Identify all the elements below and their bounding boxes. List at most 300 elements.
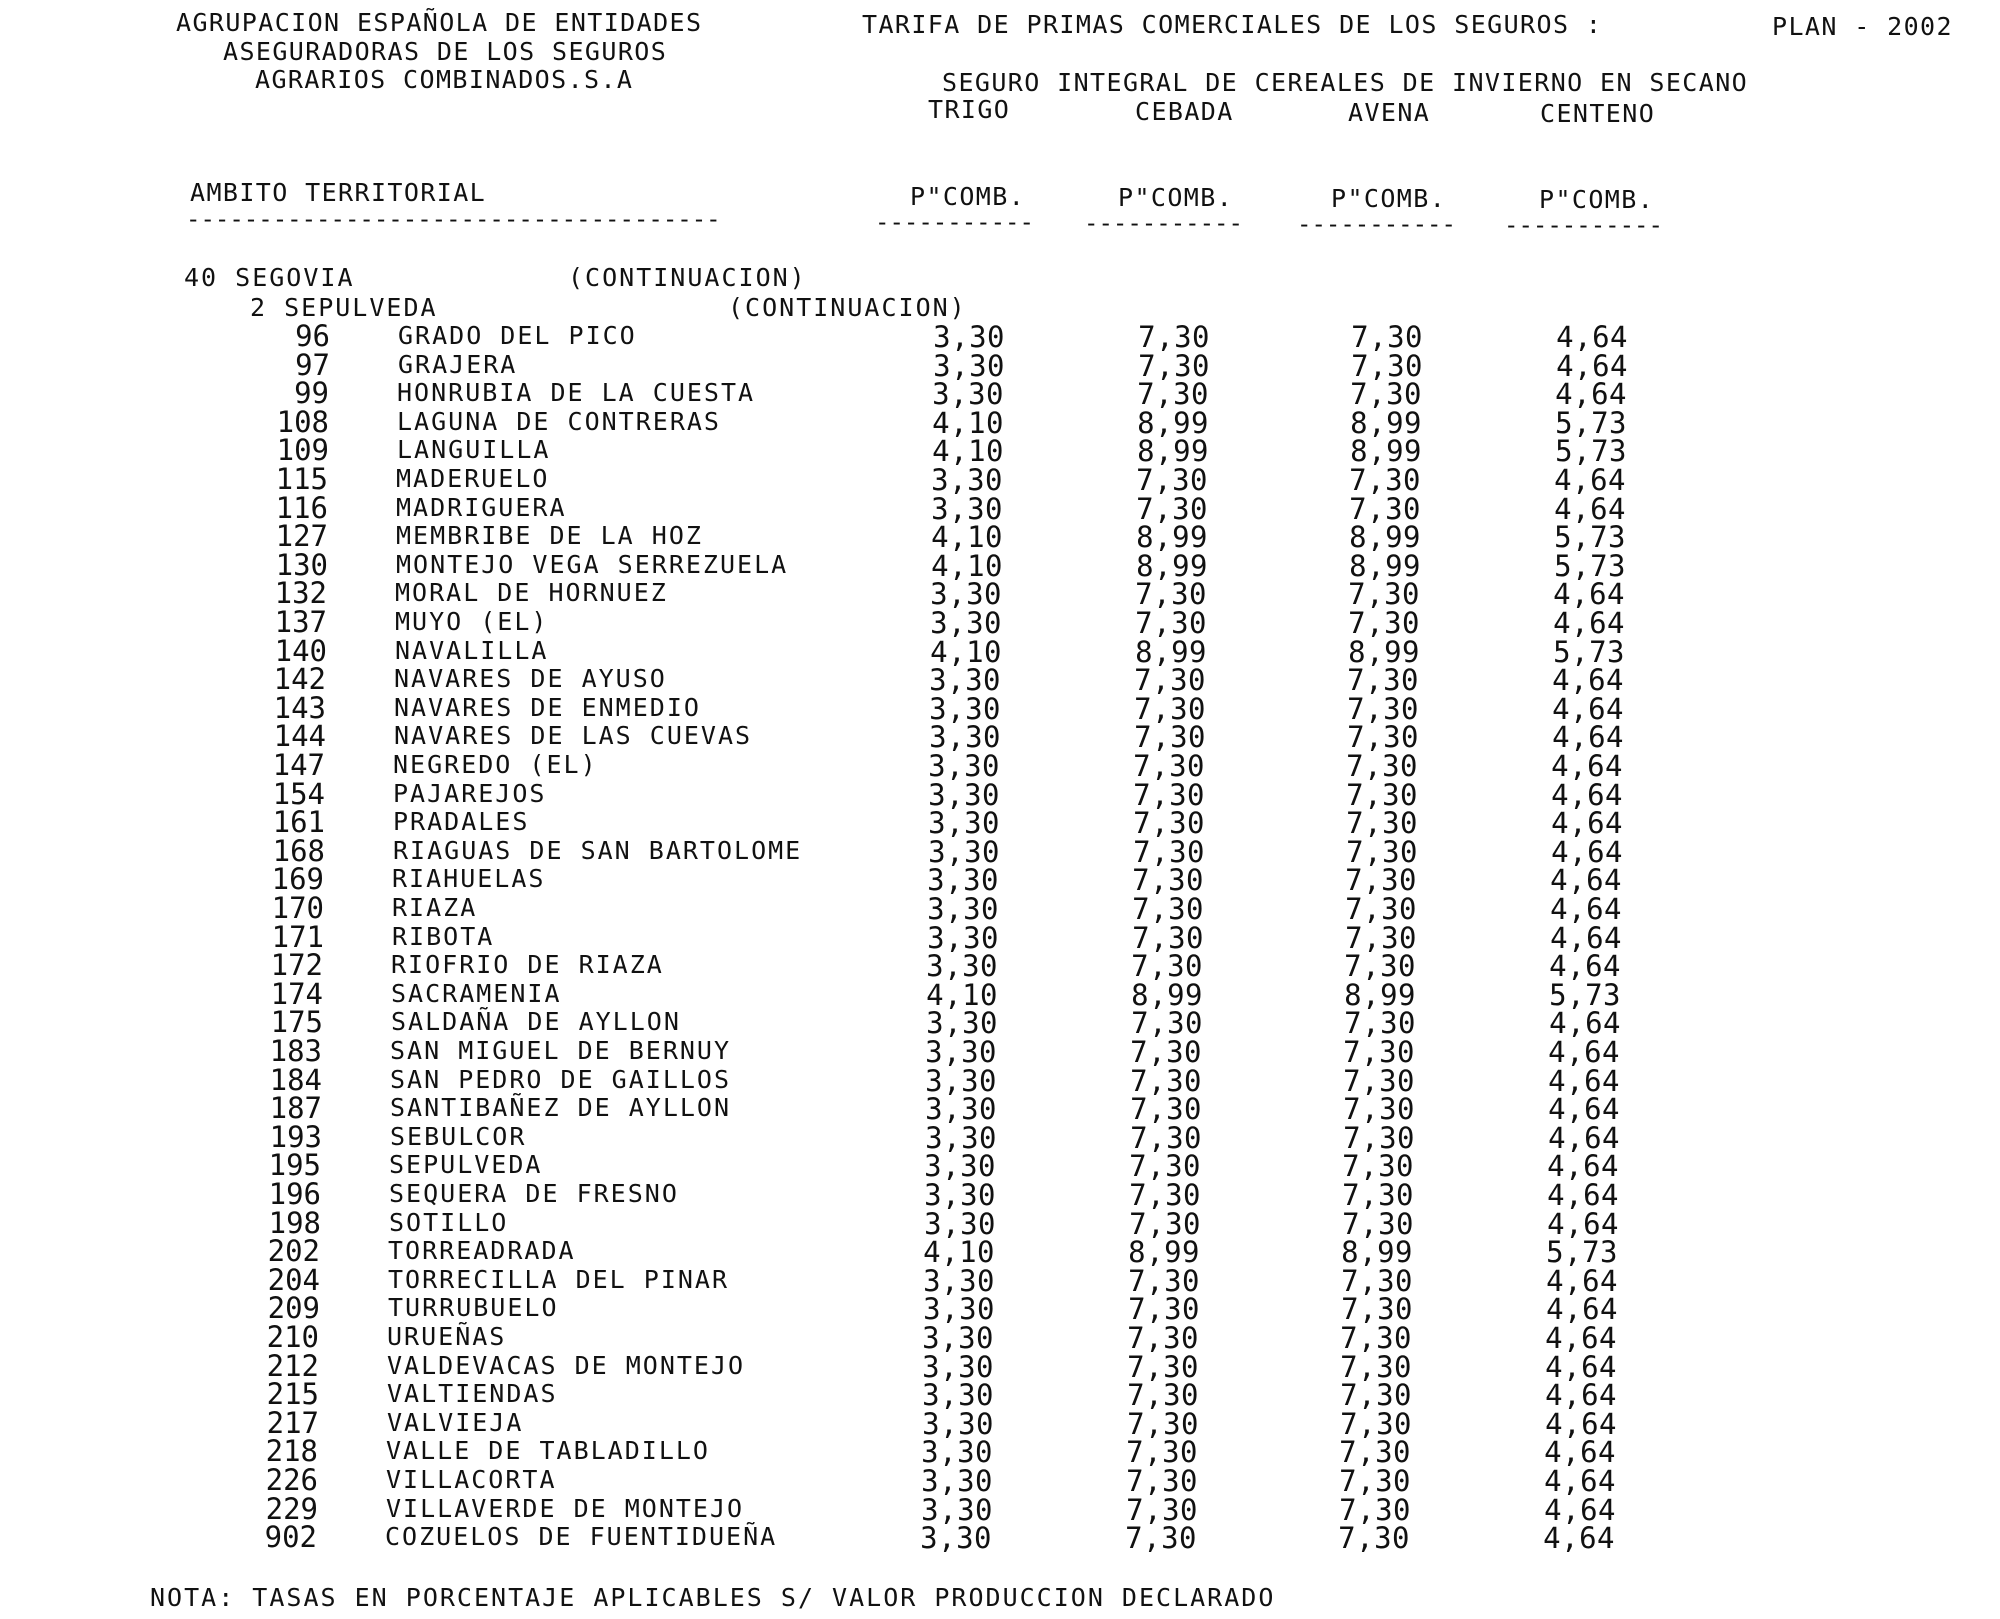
municipality-code: 137 [274,605,327,639]
rate-avena: 7,30 [1340,1321,1412,1355]
rate-centeno: 5,73 [1549,977,1621,1012]
table-row [0,748,2000,783]
pcomb-header-cebada: P"COMB. [1118,183,1234,212]
insurance-subtitle: SEGURO INTEGRAL DE CEREALES DE INVIERNO EN SECANO [942,68,1749,97]
ambito-territorial-header: AMBITO TERRITORIAL [190,178,487,207]
municipality-code: 196 [268,1177,321,1211]
rate-cebada: 7,30 [1127,1321,1199,1355]
rate-avena: 8,99 [1348,634,1420,669]
rate-avena: 7,30 [1348,606,1420,640]
municipality-name: VALLE DE TABLADILLO [386,1436,710,1466]
table-row [0,633,2000,669]
municipality-name: GRADO DEL PICO [398,321,637,350]
comarca-heading: 2 SEPULVEDA [250,293,438,322]
rate-trigo: 3,30 [930,606,1002,640]
municipality-name: MADRIGUERA [396,492,567,522]
municipality-name: TORRECILLA DEL PINAR [388,1264,730,1294]
rate-cebada: 7,30 [1133,749,1205,783]
rate-cebada: 8,99 [1135,634,1207,669]
org-name-line-2: ASEGURADORAS DE LOS SEGUROS [223,37,668,66]
table-row [0,891,2000,926]
municipality-name: GRAJERA [398,349,518,379]
table-row [0,690,2000,726]
rate-centeno: 4,64 [1544,1464,1616,1498]
rate-avena: 8,99 [1350,434,1422,469]
rate-cebada: 7,30 [1126,1464,1198,1498]
rate-cebada: 7,30 [1131,949,1203,984]
rate-avena: 7,30 [1348,577,1420,612]
municipality-name: NEGREDO (EL) [393,750,598,779]
rate-cebada: 7,30 [1125,1521,1197,1556]
municipality-code: 174 [270,976,323,1011]
rate-trigo: 4,10 [923,1235,995,1270]
table-row [0,547,2000,583]
rate-centeno: 4,64 [1552,691,1624,726]
rate-avena: 7,30 [1343,1035,1415,1069]
rate-avena: 7,30 [1340,1349,1412,1384]
municipality-name: PRADALES [393,807,530,837]
rate-trigo: 3,30 [922,1321,994,1355]
rate-centeno: 4,64 [1551,777,1623,812]
rate-centeno: 4,64 [1547,1178,1619,1212]
rate-trigo: 3,30 [928,834,1000,869]
rate-avena: 7,30 [1346,834,1418,869]
rate-centeno: 4,64 [1554,463,1626,497]
municipality-code: 209 [267,1291,320,1326]
rate-avena: 7,30 [1340,1378,1412,1413]
crop-cebada: CEBADA [1135,97,1234,126]
rate-trigo: 3,30 [925,1035,997,1069]
municipality-code: 143 [273,690,326,725]
rate-avena: 7,30 [1338,1521,1410,1556]
municipality-name: TURRUBUELO [388,1293,559,1323]
municipality-code: 144 [273,719,326,754]
rate-cebada: 7,30 [1133,834,1205,869]
municipality-name: SEQUERA DE FRESNO [389,1179,679,1208]
municipality-name: SANTIBAÑEZ DE AYLLON [390,1093,732,1123]
rate-trigo: 4,10 [931,548,1003,583]
table-row [0,1520,2000,1556]
rate-centeno: 5,73 [1546,1235,1618,1270]
municipality-code: 154 [272,776,325,811]
pcomb-rule-trigo: ----------- [875,208,1034,236]
rate-centeno: 4,64 [1547,1149,1619,1184]
rate-avena: 7,30 [1343,1120,1415,1155]
rate-centeno: 4,64 [1548,1120,1620,1155]
table-row [0,919,2000,955]
rate-avena: 7,30 [1344,949,1416,984]
rate-cebada: 7,30 [1127,1406,1199,1441]
rate-avena: 7,30 [1339,1464,1411,1498]
crop-avena: AVENA [1348,98,1431,127]
rate-centeno: 4,64 [1549,1006,1621,1041]
rate-trigo: 3,30 [924,1149,996,1184]
pcomb-rule-avena: ----------- [1297,210,1456,238]
rate-avena: 7,30 [1345,892,1417,926]
rate-trigo: 3,30 [930,577,1002,612]
rate-cebada: 7,30 [1130,1035,1202,1069]
municipality-name: PAJAREJOS [393,778,547,808]
table-row [0,519,2000,555]
municipality-code: 99 [294,376,329,411]
table-row [0,1320,2000,1355]
pcomb-rule-centeno: ----------- [1504,211,1663,239]
rate-centeno: 4,64 [1556,320,1628,354]
rate-avena: 8,99 [1349,520,1421,555]
municipality-name: MEMBRIBE DE LA HOZ [396,521,703,551]
rate-trigo: 3,30 [925,1092,997,1127]
rate-trigo: 3,30 [927,920,999,955]
municipality-name: NAVALILLA [395,635,549,665]
rate-avena: 7,30 [1339,1492,1411,1527]
municipality-code: 229 [265,1491,318,1526]
municipality-code: 170 [271,891,324,925]
municipality-name: COZUELOS DE FUENTIDUEÑA [385,1522,778,1552]
municipality-code: 204 [267,1262,320,1297]
rate-avena: 8,99 [1341,1235,1413,1270]
rate-cebada: 7,30 [1136,463,1208,497]
table-row [0,1262,2000,1298]
municipality-code: 130 [275,547,328,582]
rate-trigo: 4,10 [932,405,1004,440]
municipality-code: 175 [270,1005,323,1040]
rate-avena: 7,30 [1344,1006,1416,1041]
municipality-code: 210 [266,1320,319,1354]
municipality-code: 902 [264,1520,317,1555]
table-row [0,662,2000,698]
municipality-code: 198 [268,1205,321,1240]
municipality-name: VALDEVACAS DE MONTEJO [387,1350,746,1380]
municipality-code: 147 [272,748,325,782]
municipality-code: 195 [268,1148,321,1183]
municipality-name: RIOFRIO DE RIAZA [391,950,664,980]
rate-cebada: 7,30 [1137,377,1209,412]
rate-avena: 7,30 [1342,1149,1414,1184]
rate-cebada: 7,30 [1138,320,1210,354]
table-row [0,404,2000,440]
rate-centeno: 4,64 [1553,606,1625,640]
municipality-code: 215 [266,1377,319,1412]
rate-centeno: 4,64 [1546,1263,1618,1298]
rate-centeno: 4,64 [1553,577,1625,612]
rate-trigo: 3,30 [931,491,1003,526]
municipality-name: VALTIENDAS [387,1379,558,1409]
table-row [0,576,2000,612]
rate-cebada: 7,30 [1129,1206,1201,1241]
rate-centeno: 4,64 [1550,863,1622,898]
rate-trigo: 3,30 [925,1063,997,1098]
rate-avena: 7,30 [1341,1292,1413,1327]
crop-trigo: TRIGO [928,95,1011,124]
rate-trigo: 3,30 [921,1464,993,1498]
municipality-code: 226 [265,1463,318,1497]
municipality-name: SEBULCOR [390,1121,527,1151]
rate-trigo: 3,30 [931,463,1003,497]
crop-centeno: CENTENO [1540,99,1656,128]
municipality-code: 97 [295,347,330,382]
municipality-code: 168 [272,833,325,868]
municipality-name: SALDAÑA DE AYLLON [391,1007,681,1037]
rate-trigo: 3,30 [926,1006,998,1041]
rate-cebada: 7,30 [1133,777,1205,812]
rate-centeno: 5,73 [1554,548,1626,583]
municipality-code: 184 [269,1062,322,1097]
rate-centeno: 4,64 [1546,1292,1618,1327]
rate-avena: 8,99 [1349,548,1421,583]
rate-avena: 7,30 [1343,1063,1415,1098]
rate-cebada: 7,30 [1128,1263,1200,1298]
rate-cebada: 7,30 [1129,1149,1201,1184]
rate-avena: 7,30 [1342,1178,1414,1212]
municipality-code: 169 [271,862,324,897]
municipality-code: 109 [276,433,329,468]
pcomb-header-centeno: P"COMB. [1539,185,1655,214]
rate-avena: 7,30 [1345,920,1417,955]
rate-avena: 7,30 [1346,806,1418,841]
municipality-name: RIBOTA [392,921,495,951]
rate-trigo: 3,30 [926,949,998,984]
municipality-name: SACRAMENIA [391,978,562,1008]
rate-trigo: 3,30 [923,1292,995,1327]
table-row [0,948,2000,984]
rate-centeno: 4,64 [1551,749,1623,783]
municipality-name: MUYO (EL) [395,607,549,636]
municipality-name: NAVARES DE LAS CUEVAS [394,721,753,751]
province-continuation: (CONTINUACION) [568,263,807,292]
rate-avena: 7,30 [1351,348,1423,383]
municipality-name: VALVIEJA [387,1407,524,1437]
rate-cebada: 8,99 [1136,548,1208,583]
document-title: TARIFA DE PRIMAS COMERCIALES DE LOS SEGUROS : [862,10,1603,39]
table-row [0,1434,2000,1470]
rate-centeno: 4,64 [1544,1492,1616,1527]
rate-centeno: 4,64 [1555,377,1627,412]
rate-trigo: 3,30 [921,1492,993,1527]
rate-trigo: 3,30 [929,663,1001,698]
table-row [0,862,2000,898]
rate-trigo: 3,30 [921,1435,993,1470]
rate-cebada: 7,30 [1134,663,1206,698]
municipality-name: MADERUELO [396,464,550,493]
rate-centeno: 4,64 [1554,491,1626,526]
municipality-code: 96 [295,319,330,353]
municipality-code: 172 [270,948,323,983]
rate-trigo: 3,30 [928,777,1000,812]
municipality-name: SAN MIGUEL DE BERNUY [390,1036,732,1065]
municipality-code: 161 [272,805,325,840]
rate-trigo: 3,30 [925,1120,997,1155]
rate-centeno: 4,64 [1547,1206,1619,1241]
rate-centeno: 4,64 [1543,1521,1615,1556]
rate-avena: 7,30 [1347,720,1419,755]
municipality-code: 187 [269,1091,322,1126]
org-name-line-1: AGRUPACION ESPAÑOLA DE ENTIDADES [176,8,703,37]
table-row [0,1405,2000,1441]
rate-cebada: 7,30 [1138,348,1210,383]
rate-trigo: 3,30 [924,1206,996,1241]
municipality-name: URUEÑAS [387,1322,507,1351]
rate-cebada: 7,30 [1135,606,1207,640]
table-row [0,1177,2000,1212]
table-row [0,776,2000,812]
table-row [0,1348,2000,1384]
municipality-name: RIAZA [392,893,478,922]
municipality-name: NAVARES DE ENMEDIO [394,692,701,722]
table-row [0,1062,2000,1098]
rate-centeno: 4,64 [1556,348,1628,383]
rate-avena: 7,30 [1340,1406,1412,1441]
municipality-code: 132 [274,576,327,611]
rate-cebada: 8,99 [1136,520,1208,555]
rate-trigo: 3,30 [928,806,1000,841]
rate-centeno: 5,73 [1555,405,1627,440]
table-row [0,1377,2000,1413]
pcomb-rule-cebada: ----------- [1084,209,1243,237]
municipality-name: VILLAVERDE DE MONTEJO [386,1493,745,1523]
municipality-code: 212 [266,1348,319,1383]
rate-avena: 7,30 [1339,1435,1411,1470]
rate-avena: 7,30 [1350,377,1422,412]
municipality-code: 127 [275,519,328,554]
table-row [0,1291,2000,1327]
rate-centeno: 4,64 [1550,892,1622,926]
municipality-code: 217 [266,1405,319,1440]
municipality-name: NAVARES DE AYUSO [394,664,667,694]
rate-avena: 7,30 [1347,691,1419,726]
rate-cebada: 7,30 [1128,1292,1200,1327]
municipality-code: 115 [275,462,328,496]
rate-centeno: 5,73 [1555,434,1627,469]
province-heading: 40 SEGOVIA [184,263,355,292]
table-row [0,1148,2000,1184]
municipality-code: 171 [271,919,324,954]
rate-trigo: 3,30 [924,1178,996,1212]
rate-centeno: 4,64 [1545,1406,1617,1441]
rate-cebada: 8,99 [1137,434,1209,469]
pcomb-header-avena: P"COMB. [1331,184,1447,213]
municipality-name: VILLACORTA [386,1465,557,1494]
municipality-name: SOTILLO [389,1207,509,1237]
rate-cebada: 7,30 [1126,1435,1198,1470]
rate-centeno: 4,64 [1550,920,1622,955]
plan-label: PLAN - 2002 [1772,12,1953,41]
table-row [0,976,2000,1012]
table-row [0,1119,2000,1155]
rate-trigo: 3,30 [929,691,1001,726]
rate-avena: 7,30 [1343,1092,1415,1127]
table-row [0,1463,2000,1498]
rate-trigo: 3,30 [929,720,1001,755]
rate-centeno: 4,64 [1552,663,1624,698]
table-row [0,1091,2000,1127]
table-row [0,319,2000,354]
municipality-code: 218 [265,1434,318,1469]
rate-cebada: 8,99 [1131,977,1203,1012]
rate-cebada: 7,30 [1131,1006,1203,1041]
rate-trigo: 3,30 [922,1349,994,1384]
rate-trigo: 3,30 [928,749,1000,783]
rate-cebada: 7,30 [1134,720,1206,755]
ambito-header-rule: ------------------------------------- [186,205,721,233]
rate-avena: 7,30 [1351,320,1423,354]
table-row [0,605,2000,640]
municipality-name: MORAL DE HORNUEZ [395,578,668,608]
rate-trigo: 3,30 [922,1378,994,1413]
table-row [0,1234,2000,1270]
rate-cebada: 7,30 [1132,892,1204,926]
rate-avena: 7,30 [1347,663,1419,698]
rate-avena: 7,30 [1345,863,1417,898]
rate-trigo: 4,10 [932,434,1004,469]
table-row [0,719,2000,755]
table-row [0,1005,2000,1041]
municipality-code: 183 [269,1034,322,1068]
rate-trigo: 3,30 [933,320,1005,354]
municipality-name: RIAHUELAS [392,864,546,894]
table-row [0,1491,2000,1527]
rate-cebada: 7,30 [1127,1378,1199,1413]
table-row [0,1034,2000,1069]
rate-trigo: 3,30 [920,1521,992,1556]
rate-cebada: 7,30 [1126,1492,1198,1527]
pcomb-header-trigo: P"COMB. [910,182,1026,211]
org-name-line-3: AGRARIOS COMBINADOS.S.A [255,65,634,94]
footer-note: NOTA: TASAS EN PORCENTAJE APLICABLES S/ VALOR PRODUCCION DECLARADO [150,1583,1276,1612]
rate-avena: 7,30 [1349,491,1421,526]
table-row [0,1205,2000,1241]
rate-cebada: 8,99 [1128,1235,1200,1270]
rate-centeno: 5,73 [1553,634,1625,669]
municipality-name: RIAGUAS DE SAN BARTOLOME [393,835,803,865]
municipality-name: LAGUNA DE CONTRERAS [397,406,721,436]
rate-centeno: 4,64 [1551,806,1623,841]
rate-trigo: 4,10 [926,977,998,1012]
municipality-code: 202 [267,1234,320,1269]
rate-avena: 7,30 [1346,777,1418,812]
rate-centeno: 5,73 [1554,520,1626,555]
rate-cebada: 7,30 [1130,1092,1202,1127]
table-row [0,462,2000,497]
rate-centeno: 4,64 [1545,1378,1617,1413]
rate-avena: 8,99 [1350,405,1422,440]
rate-cebada: 7,30 [1135,577,1207,612]
rate-centeno: 4,64 [1545,1349,1617,1384]
comarca-continuation: (CONTINUACION) [728,293,967,322]
rate-centeno: 4,64 [1544,1435,1616,1470]
rate-centeno: 4,64 [1549,949,1621,984]
rate-cebada: 7,30 [1134,691,1206,726]
rate-cebada: 7,30 [1132,863,1204,898]
rate-cebada: 7,30 [1133,806,1205,841]
rate-avena: 8,99 [1344,977,1416,1012]
rate-centeno: 4,64 [1552,720,1624,755]
table-row [0,490,2000,526]
rate-trigo: 3,30 [933,348,1005,383]
rate-cebada: 7,30 [1130,1063,1202,1098]
municipality-name: LANGUILLA [397,435,551,465]
rate-centeno: 4,64 [1548,1063,1620,1098]
rate-cebada: 7,30 [1136,491,1208,526]
rate-cebada: 7,30 [1129,1178,1201,1212]
rate-trigo: 4,10 [931,520,1003,555]
table-row [0,805,2000,841]
municipality-name: MONTEJO VEGA SERREZUELA [396,549,789,579]
rate-centeno: 4,64 [1545,1321,1617,1355]
rate-avena: 7,30 [1349,463,1421,497]
rate-trigo: 3,30 [932,377,1004,412]
table-row [0,376,2000,412]
rate-centeno: 4,64 [1548,1035,1620,1069]
